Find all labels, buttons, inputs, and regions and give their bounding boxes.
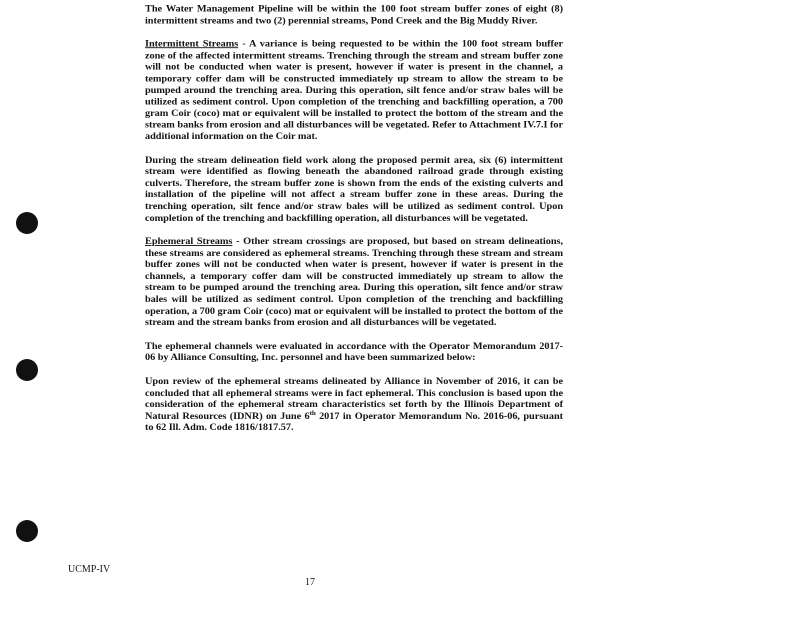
- review-text-after: 2017 in Operator Memorandum No. 2016-06, pursuant to 62 Ill. Adm. Code 1816/1817.57.: [145, 411, 564, 434]
- footer-document-code: UCMP-IV: [68, 564, 111, 575]
- punch-hole-top: [16, 212, 38, 234]
- paragraph-review-conclusion: [145, 377, 563, 435]
- paragraph-pipeline-summary: The Water Management Pipeline will be within the 100 foot stream buffer zones of eight (8) intermittent streams and two (2) perennial streams, Pond Creek and the Big Muddy River.: [145, 4, 563, 26]
- punch-hole-bottom: [16, 520, 38, 542]
- review-text-before: Upon review of the ephemeral streams delineated by Alliance in November of 2016, it can be concluded that all ephemeral streams were in fact ephemeral. This conclusion is based upon the consideration of the ephemeral stream characteristics set forth by the Illinois Department of Natural Resources (IDNR) on June 6: [145, 376, 563, 422]
- paragraph-intermittent-streams: [145, 39, 563, 143]
- paragraph-ephemeral-streams: [145, 237, 563, 330]
- paragraph-ephemeral-evaluation: The ephemeral channels were evaluated in accordance with the Operator Memorandum 2017-06 by Alliance Consulting, Inc. personnel and have been summarized below:: [145, 341, 563, 364]
- punch-hole-middle: [16, 359, 38, 381]
- heading-ephemeral-streams: Ephemeral Streams: [145, 236, 233, 247]
- heading-intermittent-streams: Intermittent Streams: [145, 39, 239, 50]
- document-body: [145, 4, 563, 447]
- paragraph-stream-delineation: During the stream delineation field work along the proposed permit area, six (6) intermittent stream were identified as flowing beneath the abandoned railroad grade through existing culverts. Therefore, the stream buffer zone is shown from the ends of the existing culverts and installation of the pipeline will not affect a stream buffer zone in these areas. During the trenching operation, silt fence and/or straw bales will be utilized as sediment control. Upon completion of the trenching and backfilling operation, all disturbances will be vegetated.: [145, 155, 563, 224]
- page-number: 17: [305, 577, 315, 588]
- intermittent-streams-text: - A variance is being requested to be within the 100 foot stream buffer zone of the affected intermittent streams. Trenching through the stream and stream buffer zone will not be conducted when water is present, however if water is present in the channel, a temporary coffer dam will be constructed immediately up stream to allow the stream to be pumped around the trenching area. During this operation, silt fence and/or straw bales will be utilized as sediment control. Upon completion of the trenching and backfilling operation, a 700 gram Coir (coco) mat or equivalent will be installed to protect the bottom of the stream and the stream banks from erosion and all disturbances will be vegetated. Refer to Attachment IV.7.I for additional information on the Coir mat.: [145, 39, 563, 142]
- ordinal-suffix: th: [309, 409, 316, 417]
- ephemeral-streams-text: - Other stream crossings are proposed, but based on stream delineations, these streams are considered as ephemeral streams. Trenching through these stream and stream buffer zones will not be conducted when water is present, however if water is present in the channels, a temporary coffer dam will be constructed immediately up stream to allow the stream to be pumped around the trenching area. During this operation, silt fence and/or straw bales will be utilized as sediment control. Upon completion of the trenching and backfilling operation, a 700 gram Coir (coco) mat or equivalent will be installed to protect the bottom of the stream and the stream banks from erosion and all disturbances will be vegetated.: [145, 236, 563, 329]
